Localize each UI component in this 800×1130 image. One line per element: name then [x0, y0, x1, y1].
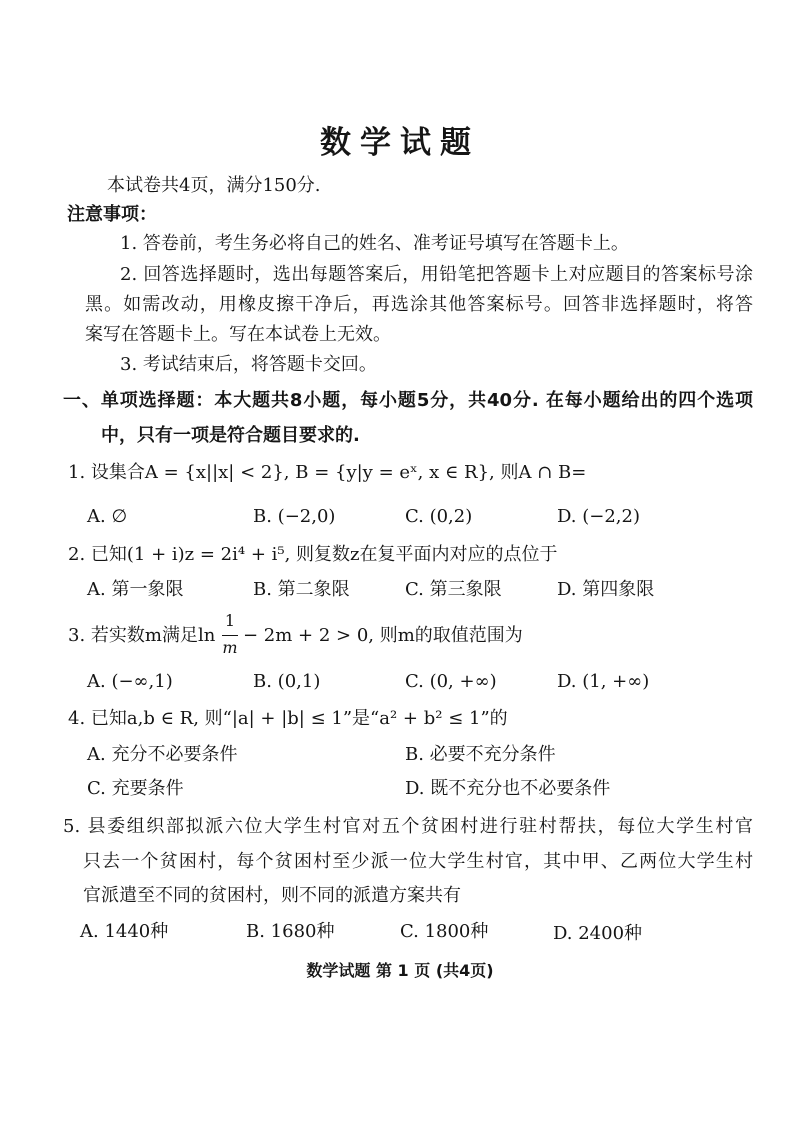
- notice-item-1: 1. 答卷前，考生务必将自己的姓名、准考证号填写在答题卡上。: [120, 233, 629, 254]
- question-2-option-a: A. 第一象限: [87, 579, 184, 600]
- question-1-stem: 1. 设集合A = {x||x| < 2}, B = {y|y = eˣ, x ∈ R}, 则A ∩ B=: [68, 462, 587, 483]
- question-5-option-a: A. 1440种: [80, 921, 169, 942]
- notice-item-2-line-1: 2. 回答选择题时，选出每题答案后，用铅笔把答题卡上对应题目的答案标号涂: [120, 264, 753, 285]
- question-5-stem-line-3: 官派遣至不同的贫困村，则不同的派遣方案共有: [83, 885, 461, 906]
- section-1-heading-line-2: 中，只有一项是符合题目要求的.: [101, 425, 360, 446]
- question-3-fraction-numerator: 1: [224, 611, 236, 630]
- question-3-option-b: B. (0,1): [253, 671, 321, 692]
- question-3-stem-suffix: − 2m + 2 > 0, 则m的取值范围为: [243, 625, 523, 646]
- question-4-option-d: D. 既不充分也不必要条件: [405, 778, 611, 799]
- section-1-heading-line-1: 一、单项选择题：本大题共8小题，每小题5分，共40分. 在每小题给出的四个选项: [63, 390, 753, 411]
- question-3-fraction-bar: [222, 635, 238, 636]
- question-5-stem-line-1: 5. 县委组织部拟派六位大学生村官对五个贫困村进行驻村帮扶，每位大学生村官: [63, 816, 753, 837]
- question-2-stem: 2. 已知(1 + i)z = 2i⁴ + i⁵, 则复数z在复平面内对应的点位于: [68, 544, 558, 565]
- question-2-option-b: B. 第二象限: [253, 579, 350, 600]
- question-4-option-a: A. 充分不必要条件: [87, 744, 238, 765]
- question-3-option-d: D. (1, +∞): [557, 671, 650, 692]
- question-1-option-d: D. (−2,2): [557, 506, 640, 527]
- question-4-option-c: C. 充要条件: [87, 778, 184, 799]
- intro-text: 本试卷共4页，满分150分.: [107, 175, 321, 196]
- question-4-stem: 4. 已知a,b ∈ R, 则“|a| + |b| ≤ 1”是“a² + b² ≤ 1”的: [68, 708, 508, 729]
- question-1-option-c: C. (0,2): [405, 506, 473, 527]
- question-5-option-d: D. 2400种: [553, 923, 643, 944]
- page-footer: 数学试题 第 1 页 (共4页): [306, 961, 494, 980]
- question-2-option-c: C. 第三象限: [405, 579, 502, 600]
- notice-heading: 注意事项：: [67, 204, 157, 225]
- question-3-stem-prefix: 3. 若实数m满足ln: [68, 625, 216, 646]
- notice-item-2-line-2: 黑。如需改动，用橡皮擦干净后，再选涂其他答案标号。回答非选择题时，将答: [85, 294, 753, 315]
- question-1-option-a: A. ∅: [87, 506, 128, 527]
- question-2-option-d: D. 第四象限: [557, 579, 655, 600]
- question-1-option-b: B. (−2,0): [253, 506, 336, 527]
- question-5-option-b: B. 1680种: [246, 921, 335, 942]
- page-title: 数学试题: [320, 125, 480, 161]
- notice-item-3: 3. 考试结束后，将答题卡交回。: [120, 354, 377, 375]
- question-3-option-a: A. (−∞,1): [87, 671, 173, 692]
- question-3-option-c: C. (0, +∞): [405, 671, 497, 692]
- question-5-option-c: C. 1800种: [400, 921, 489, 942]
- question-3-fraction-denominator: m: [222, 638, 238, 657]
- question-5-stem-line-2: 只去一个贫困村，每个贫困村至少派一位大学生村官，其中甲、乙两位大学生村: [83, 851, 753, 872]
- notice-item-2-line-3: 案写在答题卡上。写在本试卷上无效。: [85, 324, 391, 345]
- question-4-option-b: B. 必要不充分条件: [405, 744, 556, 765]
